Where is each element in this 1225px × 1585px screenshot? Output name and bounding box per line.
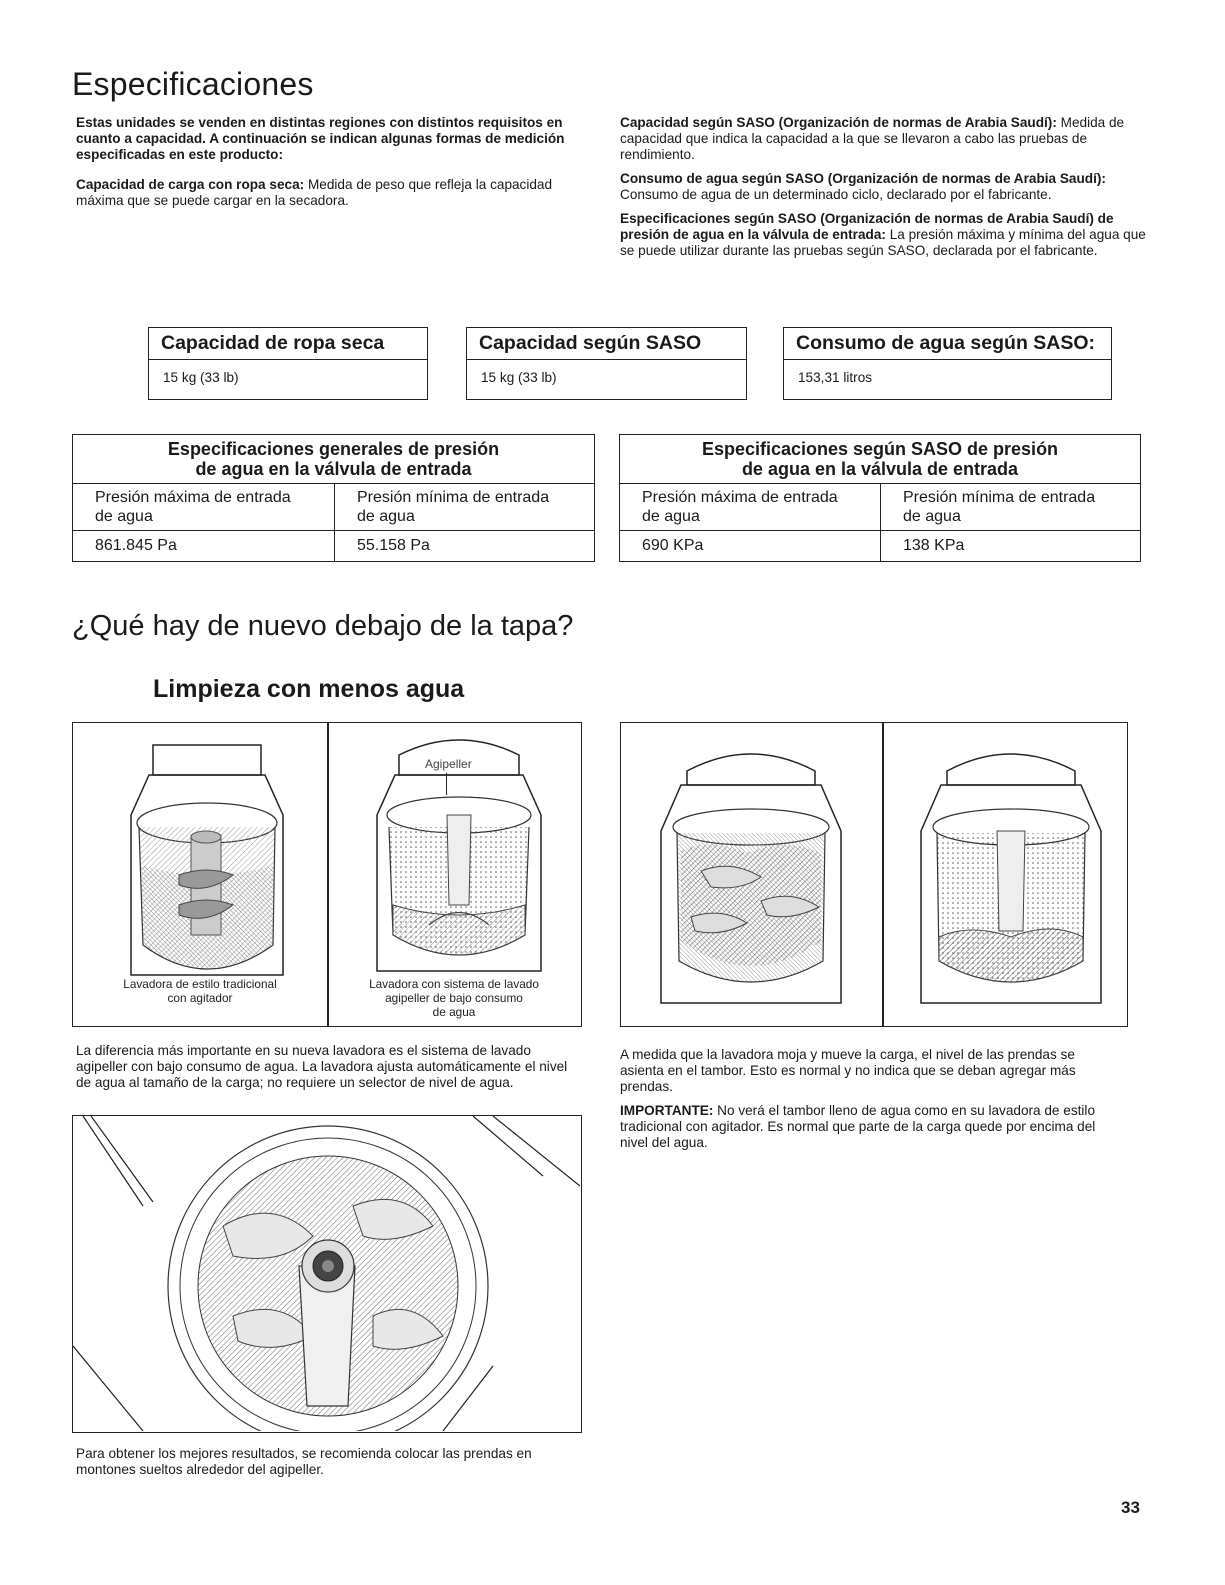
figure-divider xyxy=(327,723,329,1026)
page-title: Especificaciones xyxy=(72,66,314,102)
definition-text: Medida de capacidad que indica la capacidad a la que se llevaron a cabo las pruebas de rendimiento. xyxy=(620,115,1125,162)
loading-tip: Para obtener los mejores resultados, se recomienda colocar las prendas en montones sueltos alrededor del agipeller. xyxy=(76,1446,532,1477)
table-row xyxy=(620,484,1141,531)
table-heading xyxy=(620,435,1141,484)
general-pressure-table xyxy=(72,434,595,562)
table-heading-line: Especificaciones generales de presión xyxy=(167,439,500,459)
dry-capacity-text: Medida de peso que refleja la capacidad máxima que se puede cargar en la secadora. xyxy=(76,177,553,208)
callout-pointer xyxy=(446,773,447,795)
table-heading-line: de agua en la válvula de entrada xyxy=(741,459,1019,479)
saso-pressure-table xyxy=(619,434,1141,562)
traditional-washer-illustration xyxy=(123,735,288,995)
agipeller-load-topview xyxy=(73,1116,580,1431)
table-row xyxy=(620,531,1141,562)
important-text: No verá el tambor lleno de agua como en su lavadora de estilo tradicional con agitador. Es normal que parte de la carga quede por encima del nivel del agua. xyxy=(620,1103,1096,1150)
page-number: 33 xyxy=(1121,1498,1140,1517)
washer-comparison-figure xyxy=(72,722,582,1027)
box-heading: Capacidad de ropa seca xyxy=(149,328,427,360)
table-row xyxy=(73,484,595,531)
section-title: ¿Qué hay de nuevo debajo de la tapa? xyxy=(72,610,574,642)
min-pressure-value: 55.158 Pa xyxy=(335,531,595,562)
important-label: IMPORTANTE: xyxy=(620,1103,714,1118)
table-heading-line: de agua en la válvula de entrada xyxy=(195,459,472,479)
table-row xyxy=(73,531,595,562)
saso-capacity-box xyxy=(466,327,747,400)
definition-text: La presión máxima y mínima del agua que se puede utilizar durante las pruebas según SASO, declarada por el fabricante. xyxy=(620,227,1146,258)
saso-water-definition xyxy=(620,171,1150,203)
definition-label: Consumo de agua según SASO (Organización de normas de Arabia Saudí): xyxy=(620,171,1106,186)
agipeller-washer-illustration xyxy=(369,735,549,975)
column-header: Presión mínima de entrada de agua xyxy=(335,484,595,531)
box-value: 153,31 litros xyxy=(798,370,873,385)
dry-capacity-label: Capacidad de carga con ropa seca: xyxy=(76,177,305,192)
agipeller-callout: Agipeller xyxy=(425,757,472,771)
loading-illustration xyxy=(72,1115,582,1433)
max-pressure-value: 690 KPa xyxy=(620,531,881,562)
saso-pressure-definition xyxy=(620,211,1150,259)
agipeller-explanation: La diferencia más importante en su nueva lavadora es el sistema de lavado agipeller con bajo consumo de agua. La lavadora ajusta automáticamente el nivel de agua al tamaño de la carga; no requiere un selector de nivel de agua. xyxy=(76,1043,568,1090)
definition-text: Consumo de agua de un determinado ciclo, declarado por el fabricante. xyxy=(620,187,1052,202)
definition-label: Capacidad según SASO (Organización de normas de Arabia Saudí): xyxy=(620,115,1057,130)
washer-settled-load-illustration xyxy=(911,741,1111,1011)
saso-capacity-definition xyxy=(620,115,1150,163)
column-header: Presión máxima de entrada de agua xyxy=(73,484,335,531)
definition-label: Especificaciones según SASO (Organización de normas de Arabia Saudí) de presión de agua en la válvula de entrada: xyxy=(620,211,1114,242)
load-settling-explanation: A medida que la lavadora moja y mueve la carga, el nivel de las prendas se asienta en el tambor. Esto es normal y no indica que se deban agregar más prendas. xyxy=(620,1047,1076,1094)
load-settling-figure xyxy=(620,722,1128,1027)
dry-capacity-box xyxy=(148,327,428,400)
saso-water-box xyxy=(783,327,1112,400)
box-heading: Capacidad según SASO xyxy=(467,328,746,360)
subsection-title: Limpieza con menos agua xyxy=(153,675,465,703)
dry-capacity-definition xyxy=(76,177,596,209)
agipeller-washer-caption: Lavadora con sistema de lavado agipeller de bajo consumo de agua xyxy=(369,977,539,1019)
box-heading: Consumo de agua según SASO: xyxy=(784,328,1111,360)
column-header: Presión mínima de entrada de agua xyxy=(881,484,1141,531)
figure-divider xyxy=(882,723,884,1026)
table-heading-line: Especificaciones según SASO de presión xyxy=(701,439,1059,459)
column-header: Presión máxima de entrada de agua xyxy=(620,484,881,531)
traditional-washer-caption: Lavadora de estilo tradicional con agitador xyxy=(123,977,277,1005)
saso-definitions xyxy=(620,115,1150,267)
washer-full-load-illustration xyxy=(651,741,851,1011)
min-pressure-value: 138 KPa xyxy=(881,531,1141,562)
intro-text: Estas unidades se venden en distintas regiones con distintos requisitos en cuanto a capacidad. A continuación se indican algunas formas de medición especificadas en este producto: xyxy=(76,115,565,162)
box-value: 15 kg (33 lb) xyxy=(481,370,557,385)
important-note xyxy=(620,1103,1120,1151)
table-heading xyxy=(73,435,595,484)
box-value: 15 kg (33 lb) xyxy=(163,370,239,385)
max-pressure-value: 861.845 Pa xyxy=(73,531,335,562)
